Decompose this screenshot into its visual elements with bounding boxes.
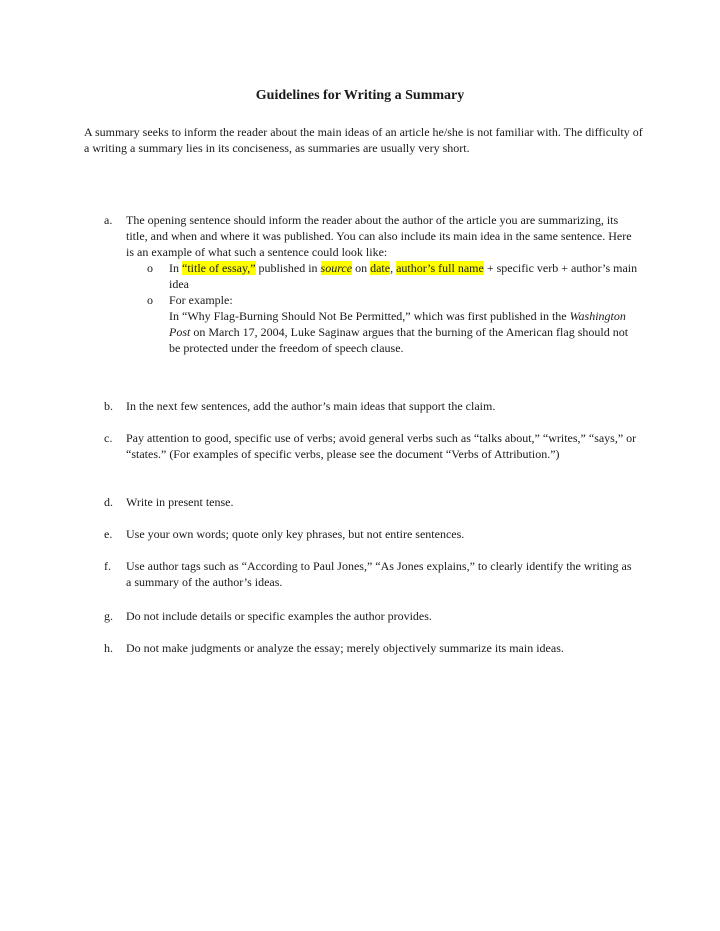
list-item-text: The opening sentence should inform the reader about the author of the article you are summarizing, its title, and when and where it was published. You can also include its main idea in the same sentence. Here is an example of what such a sentence could look like:: [126, 213, 632, 259]
list-item-text: Do not include details or specific examples the author provides.: [126, 609, 432, 623]
sub-item-template: [126, 260, 638, 292]
list-item-text: Use author tags such as “According to Paul Jones,” “As Jones explains,” to clearly identify the writing as a summary of the author’s ideas.: [126, 559, 632, 589]
sentence-template: In “title of essay,” published in source on date, author’s full name + specific verb + author’s main idea: [169, 261, 638, 291]
list-marker: b.: [104, 399, 113, 413]
list-item-text: Do not make judgments or analyze the essay; merely objectively summarize its main ideas.: [126, 641, 564, 655]
example-label: For example:: [169, 293, 233, 307]
bullet-icon: o: [147, 261, 153, 275]
list-marker: e.: [104, 527, 113, 541]
highlight-author-name: author’s full name: [396, 261, 484, 275]
list-item-text: Pay attention to good, specific use of verbs; avoid general verbs such as “talks about,” “writes,” “says,” or “states.” (For examples of specific verbs, please see the document “Verbs of Attribution.”): [126, 431, 637, 461]
list-marker: f.: [104, 559, 111, 573]
highlight-date: date: [370, 261, 391, 275]
list-item-text: Write in present tense.: [126, 495, 234, 509]
list-marker: d.: [104, 495, 113, 509]
list-item-text: Use your own words; quote only key phrases, but not entire sentences.: [126, 527, 465, 541]
publication-name: Washington Post: [169, 309, 626, 339]
list-item-text: In the next few sentences, add the author’s main ideas that support the claim.: [126, 399, 496, 413]
intro-paragraph: A summary seeks to inform the reader about the main ideas of an article he/she is not familiar with. The difficulty of a writing a summary lies in its conciseness, as summaries are usually very short.: [84, 125, 643, 155]
list-marker: h.: [104, 641, 113, 655]
sub-item-example: [126, 292, 638, 356]
bullet-icon: o: [147, 293, 153, 307]
highlight-title-of-essay: “title of essay,”: [182, 261, 256, 275]
list-marker: a.: [104, 213, 113, 227]
document-title: Guidelines for Writing a Summary: [255, 88, 465, 103]
highlight-source: source: [320, 261, 353, 275]
list-marker: g.: [104, 609, 113, 623]
example-sentence: For example: In “Why Flag-Burning Should Not Be Permitted,” which was first published in the Washington Post on March 17, 2004, Luke Saginaw argues that the burning of the American flag should not be protected under the freedom of speech clause.: [169, 292, 638, 356]
list-marker: c.: [104, 431, 113, 445]
